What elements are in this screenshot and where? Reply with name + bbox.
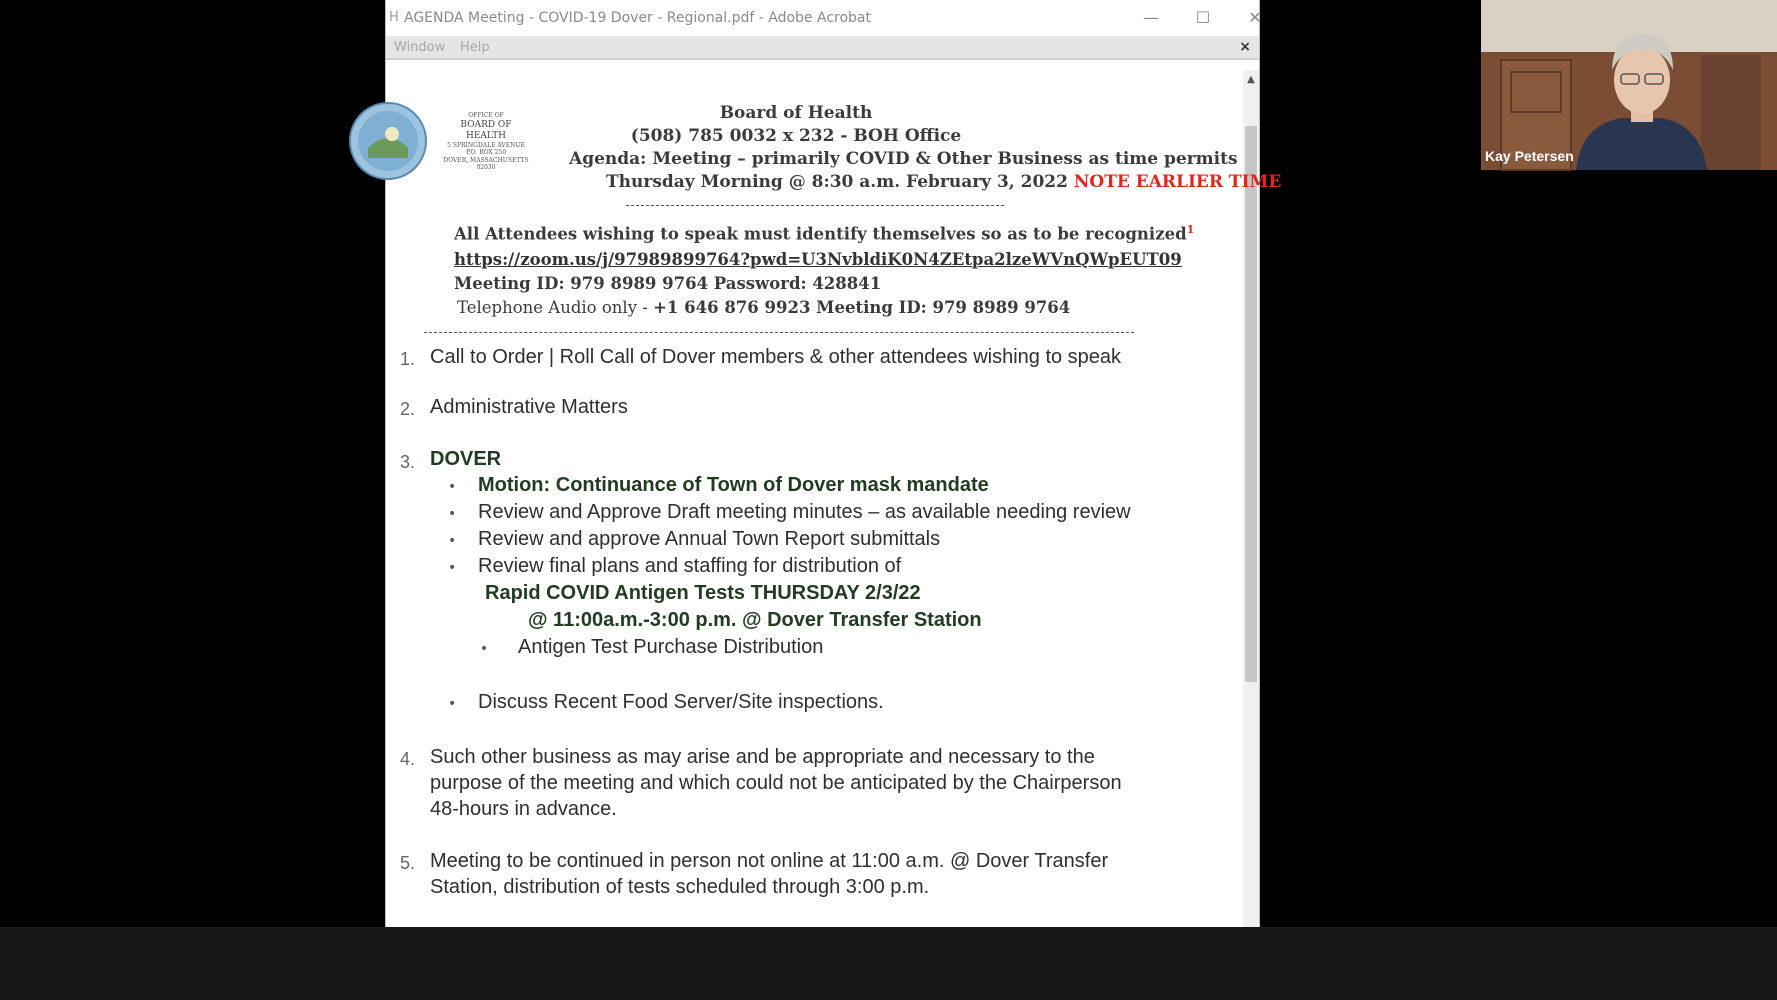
- letterhead-line: OFFICE OF: [468, 112, 504, 119]
- meeting-datetime: [606, 172, 1282, 192]
- agenda-number: 5.: [400, 853, 416, 873]
- meeting-id-password: Meeting ID: 979 8989 9764 Password: 428841: [454, 274, 882, 293]
- letterhead-line: DOVER, MASSACHUSETTS 02030: [443, 156, 529, 171]
- agenda-item-administrative: Administrative Matters: [430, 396, 628, 418]
- telephone-meeting-id: Meeting ID: 979 8989 9764: [810, 298, 1071, 317]
- minimize-button[interactable]: —: [1143, 8, 1159, 27]
- agenda-number: 2.: [400, 399, 416, 419]
- letterhead-line: P.O. BOX 250: [465, 149, 507, 156]
- participant-name: Kay Petersen: [1485, 148, 1574, 164]
- agenda-item-call-to-order: Call to Order | Roll Call of Dover members & other attendees wishing to speak: [430, 346, 1122, 368]
- rapid-test-time-location: @ 11:00a.m.-3:00 p.m. @ Dover Transfer Station: [528, 609, 982, 631]
- attendees-note: All Attendees wishing to speak must identify themselves so as to be recognized$^1$: [454, 223, 1195, 244]
- bullet: •: [448, 506, 457, 522]
- divider: [626, 205, 1004, 206]
- participant-video-tile[interactable]: [1481, 0, 1777, 170]
- telephone-label: Telephone Audio only -: [457, 298, 654, 317]
- divider: [424, 332, 1134, 333]
- participant-video-image: [1481, 0, 1777, 170]
- zoom-link[interactable]: https://zoom.us/j/97989899764?pwd=U3NvbldiK0N4ZEtpa2lzeWVnQWpEUT09: [454, 250, 1182, 269]
- board-title: Board of Health: [719, 103, 873, 123]
- meeting-toolbar-area: [0, 927, 1777, 1000]
- acrobat-window: [385, 0, 1282, 927]
- scrollbar-thumb[interactable]: [1245, 126, 1257, 682]
- board-phone: (508) 785 0032 x 232 - BOH Office: [630, 126, 962, 146]
- letterhead-line: BOARD OF HEALTH: [460, 119, 512, 141]
- agenda-number: 3.: [400, 452, 416, 472]
- close-window-button[interactable]: ✕: [1248, 8, 1262, 27]
- acrobat-app-icon: H: [389, 10, 399, 25]
- letterhead-line: 5 SPRINGDALE AVENUE: [447, 141, 525, 149]
- meeting-date: Thursday Morning @ 8:30 a.m. February 3, 2022: [606, 172, 1074, 192]
- scroll-up-arrow-icon[interactable]: ▲: [1247, 74, 1255, 85]
- review-minutes: Review and Approve Draft meeting minutes – as available needing review: [478, 501, 1131, 523]
- bullet: •: [480, 641, 489, 657]
- telephone-number: +1 646 876 9923: [653, 298, 811, 317]
- agenda-number: 4.: [400, 749, 416, 769]
- review-town-report: Review and approve Annual Town Report submittals: [478, 528, 941, 550]
- town-seal-icon: [378, 98, 432, 184]
- food-inspections: Discuss Recent Food Server/Site inspections.: [478, 691, 884, 713]
- menu-bar: [386, 36, 1259, 60]
- motion-mask-mandate: Motion: Continuance of Town of Dover mask mandate: [478, 474, 989, 496]
- footnote-mark: 1: [1186, 223, 1195, 236]
- agenda-item-dover: DOVER: [430, 448, 502, 470]
- antigen-purchase: Antigen Test Purchase Distribution: [518, 636, 824, 658]
- agenda-number: 1.: [400, 349, 416, 369]
- title-bar: [386, 0, 1262, 36]
- review-distribution-plans: Review final plans and staffing for distribution of: [478, 555, 902, 577]
- telephone-line: [457, 298, 1070, 317]
- agenda-item-continuation: Meeting to be continued in person not online at 11:00 a.m. @ Dover Transfer Station, distribution of tests scheduled through 3:00 p.m.: [430, 850, 1109, 898]
- bullet: •: [448, 696, 457, 712]
- agenda-item-other-business: Such other business as may arise and be appropriate and necessary to the purpose of the meeting and which could not be anticipated by the Chairperson 48-hours in advance.: [430, 746, 1122, 820]
- bullet: •: [448, 533, 457, 549]
- rapid-test-date: Rapid COVID Antigen Tests THURSDAY 2/3/22: [485, 582, 921, 604]
- menu-window[interactable]: Window: [394, 40, 446, 55]
- vertical-scrollbar[interactable]: [1243, 70, 1259, 927]
- maximize-button[interactable]: ☐: [1195, 8, 1211, 27]
- pdf-page: [386, 60, 1282, 927]
- window-title: AGENDA Meeting - COVID-19 Dover - Regional.pdf - Adobe Acrobat: [404, 10, 871, 26]
- menu-help[interactable]: Help: [460, 40, 490, 55]
- agenda-title: Agenda: Meeting – primarily COVID & Other Business as time permits: [569, 149, 1238, 169]
- bullet: •: [448, 479, 457, 495]
- close-document-icon[interactable]: ×: [1239, 39, 1251, 55]
- earlier-time-note: NOTE EARLIER TIME: [1073, 172, 1282, 192]
- bullet: •: [448, 560, 457, 576]
